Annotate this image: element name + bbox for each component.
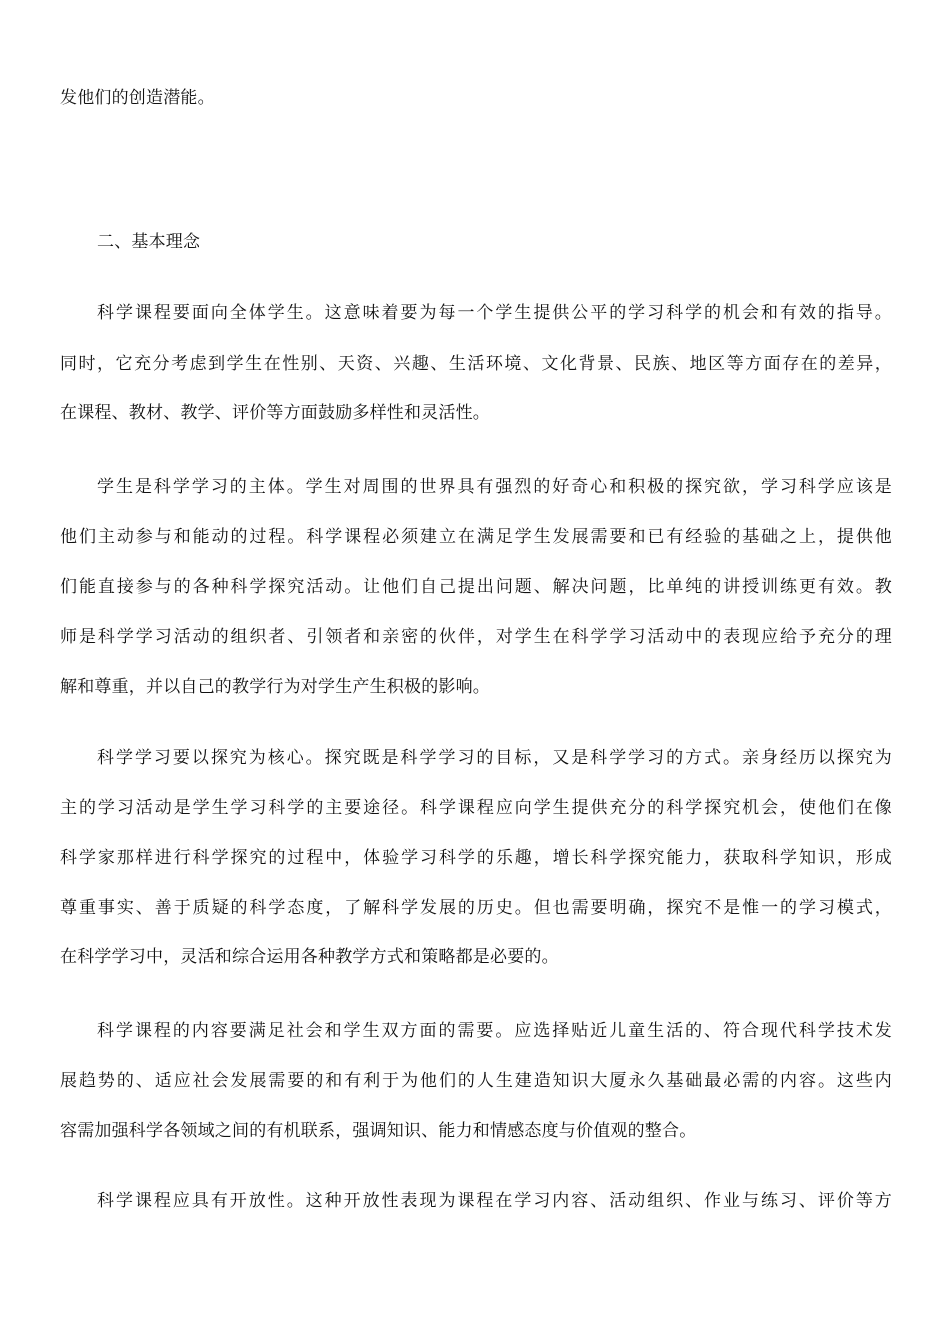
carryover-line: 发他们的创造潜能。 <box>60 88 215 108</box>
paragraph-line: 在科学学习中，灵活和综合运用各种教学方式和策略都是必要的。 <box>60 947 559 967</box>
paragraph-line: 解和尊重，并以自己的教学行为对学生产生积极的影响。 <box>60 677 490 697</box>
paragraph-line: 同时，它充分考虑到学生在性别、天资、兴趣、生活环境、文化背景、民族、地区等方面存在的差异， <box>60 354 892 374</box>
paragraph-line: 展趋势的、适应社会发展需要的和有利于为他们的人生建造知识大厦永久基础最必需的内容。这些内 <box>60 1071 892 1091</box>
paragraph-line: 科学课程要面向全体学生。这意味着要为每一个学生提供公平的学习科学的机会和有效的指导。 <box>97 303 892 323</box>
paragraph-line: 科学课程的内容要满足社会和学生双方面的需要。应选择贴近儿童生活的、符合现代科学技术发 <box>97 1021 892 1041</box>
paragraph-line: 尊重事实、善于质疑的科学态度，了解科学发展的历史。但也需要明确，探究不是惟一的学习模式， <box>60 898 892 918</box>
paragraph-line: 主的学习活动是学生学习科学的主要途径。科学课程应向学生提供充分的科学探究机会，使他们在像 <box>60 798 892 818</box>
paragraph-line: 容需加强科学各领域之间的有机联系，强调知识、能力和情感态度与价值观的整合。 <box>60 1121 697 1141</box>
section-heading: 二、基本理念 <box>97 232 201 252</box>
paragraph-line: 在课程、教材、教学、评价等方面鼓励多样性和灵活性。 <box>60 403 490 423</box>
paragraph-line: 科学课程应具有开放性。这种开放性表现为课程在学习内容、活动组织、作业与练习、评价等方 <box>97 1191 892 1211</box>
paragraph-line: 学生是科学学习的主体。学生对周围的世界具有强烈的好奇心和积极的探究欲，学习科学应该是 <box>97 477 892 497</box>
paragraph-line: 科学家那样进行科学探究的过程中，体验学习科学的乐趣，增长科学探究能力，获取科学知识，形成 <box>60 848 892 868</box>
paragraph-line: 师是科学学习活动的组织者、引领者和亲密的伙伴，对学生在科学学习活动中的表现应给予充分的理 <box>60 627 892 647</box>
paragraph-line: 他们主动参与和能动的过程。科学课程必须建立在满足学生发展需要和已有经验的基础之上，提供他 <box>60 527 892 547</box>
paragraph-line: 们能直接参与的各种科学探究活动。让他们自己提出问题、解决问题，比单纯的讲授训练更有效。教 <box>60 577 892 597</box>
paragraph-line: 科学学习要以探究为核心。探究既是科学学习的目标，又是科学学习的方式。亲身经历以探究为 <box>97 748 892 768</box>
